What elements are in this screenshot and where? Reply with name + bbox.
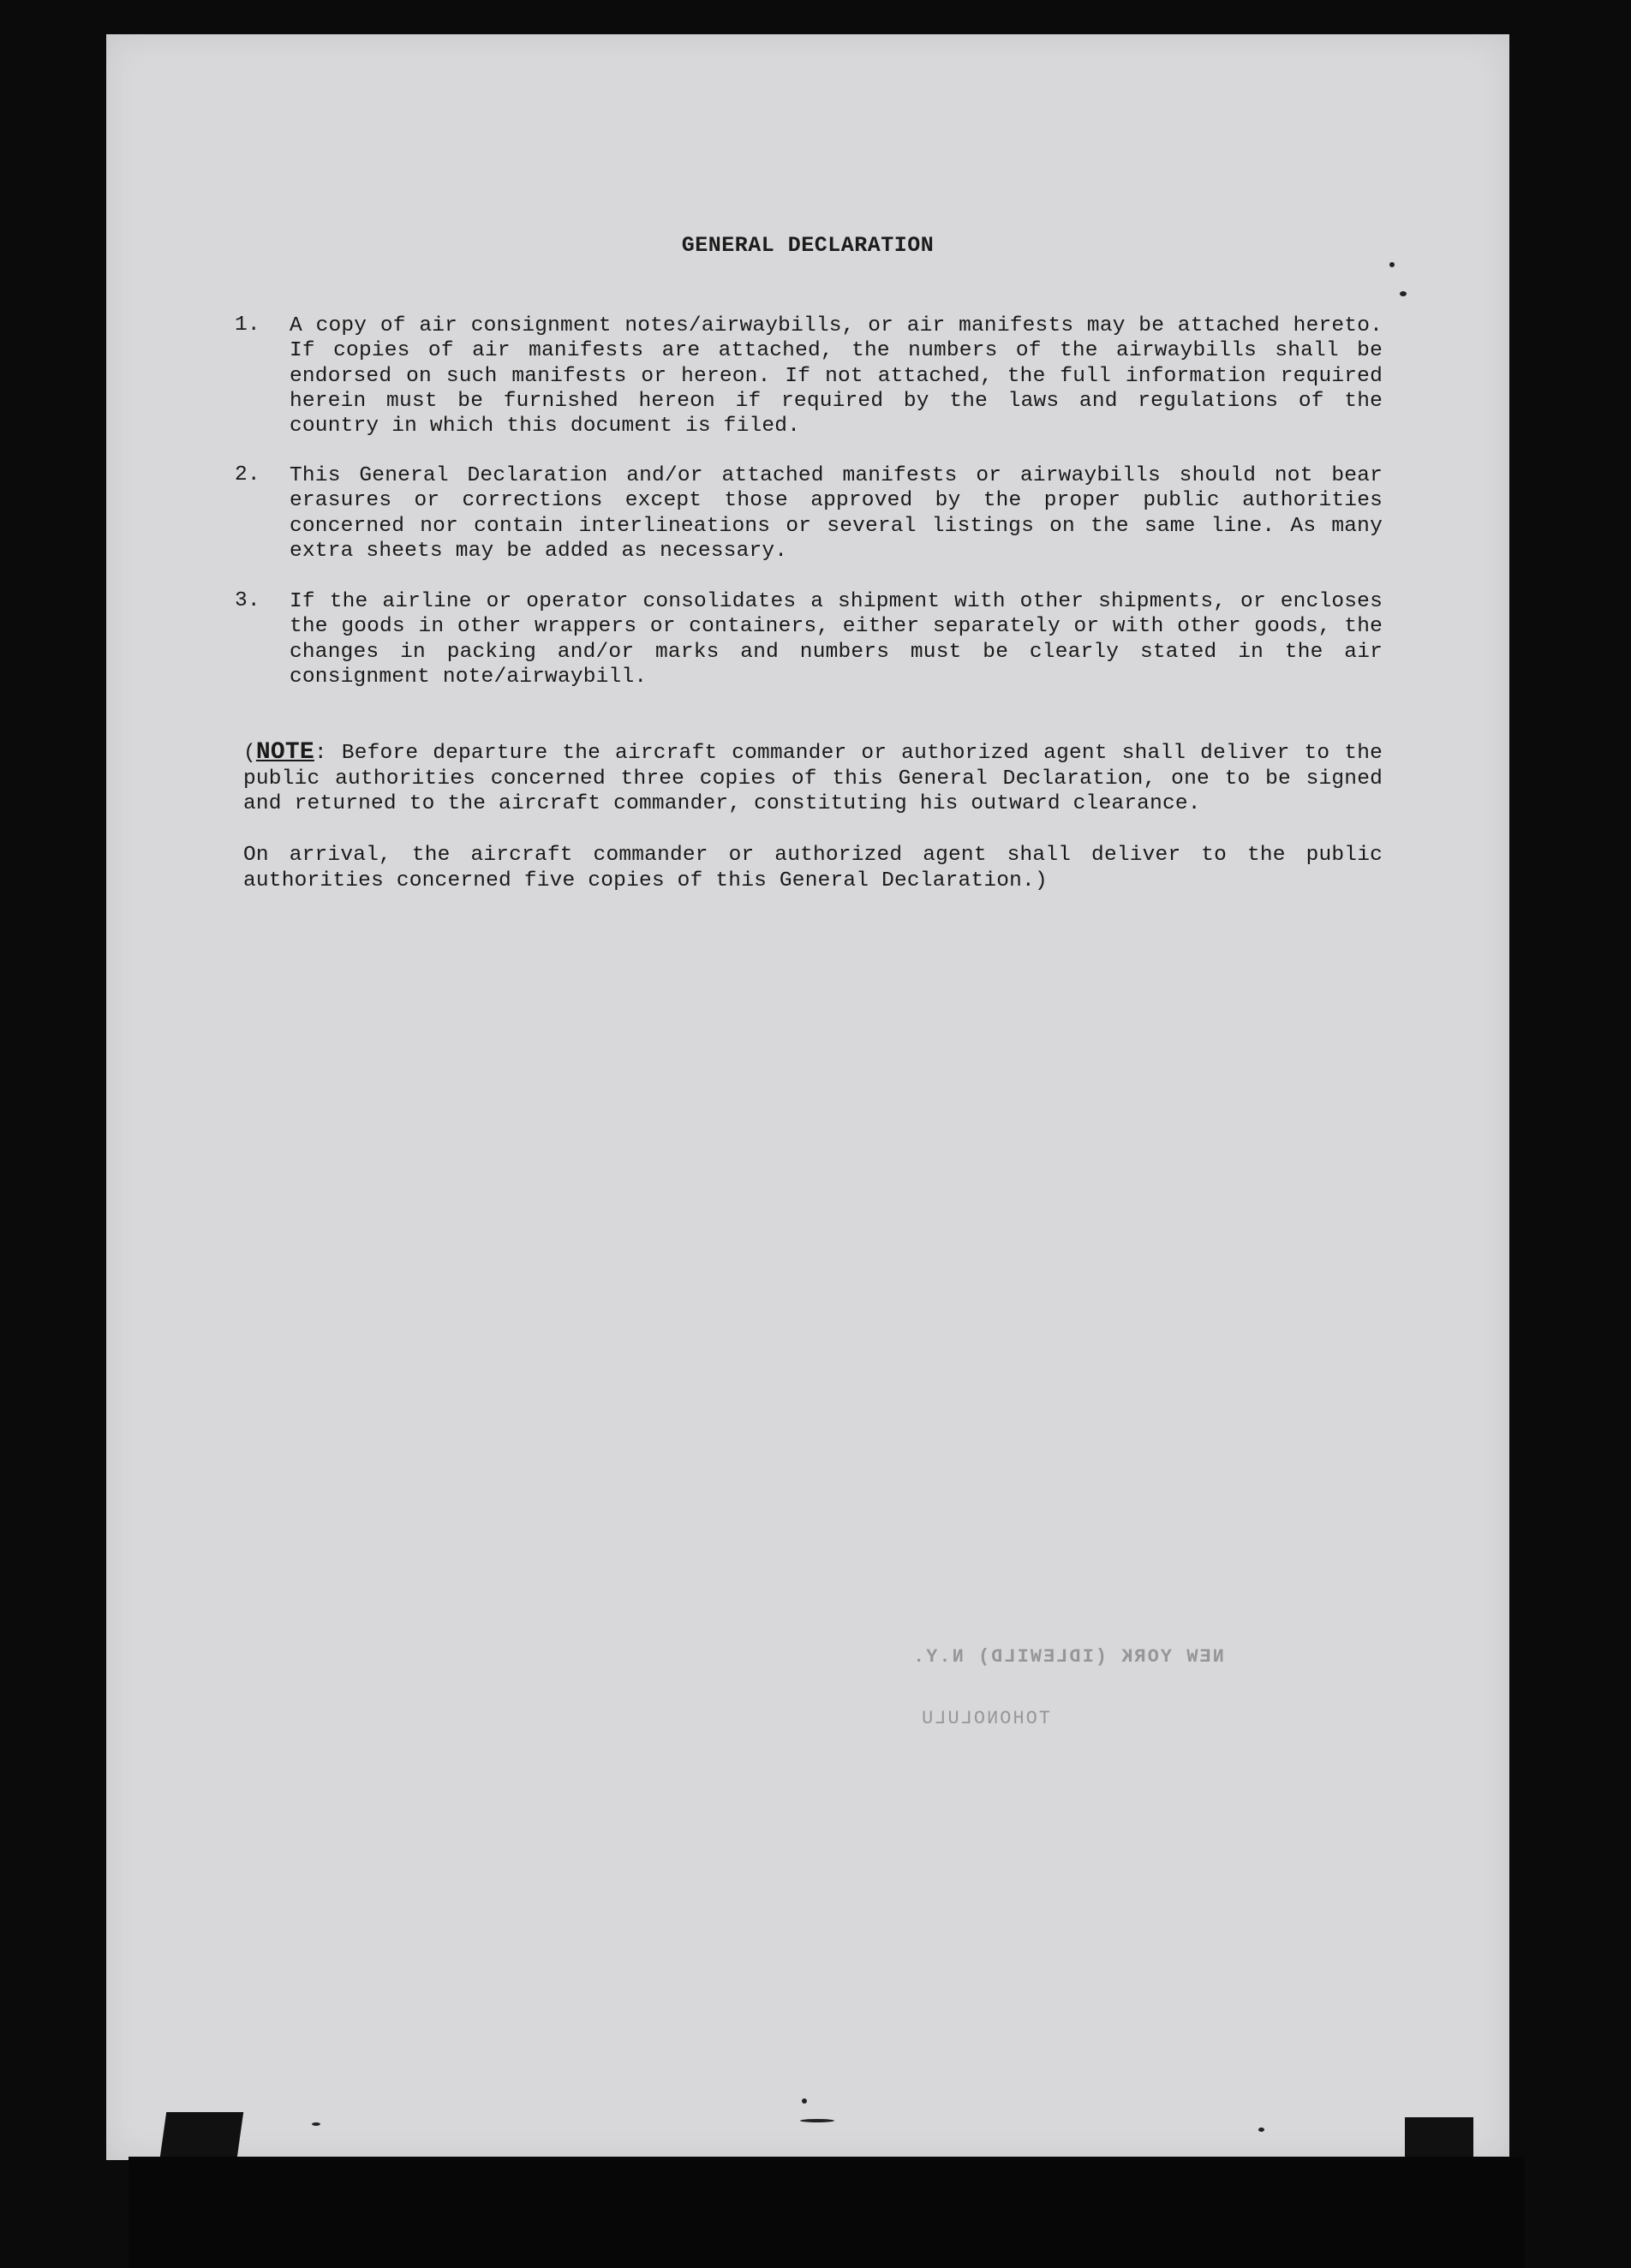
speck: [800, 2119, 834, 2122]
speck: [312, 2122, 320, 2126]
item-text: A copy of air consignment notes/airwaybills, or air manifests may be attached hereto. If copies of air manifests are attached, the numbers of the airwaybills shall be endorsed on such manifests or hereon. If not attached, the full information required herein must be furnished hereon if required by the laws and regulations of the country in which this document is filed.: [290, 314, 1383, 439]
arrival-paragraph: On arrival, the aircraft commander or authorized agent shall deliver to the public authorities concerned five copies of this General Declaration.): [243, 844, 1383, 892]
speck: [1400, 291, 1407, 296]
document-title: GENERAL DECLARATION: [681, 233, 935, 258]
note-paragraph: [243, 740, 1383, 817]
speck: [802, 2098, 807, 2104]
bleed-through-text: TOHONOLULU: [920, 1708, 1051, 1729]
scan-border: [128, 2157, 1525, 2268]
binding-mark: [159, 2112, 243, 2164]
bleed-through-text: NEW YORK (IDLEWILD) N.Y.: [911, 1646, 1224, 1668]
item-text: This General Declaration and/or attached manifests or airwaybills should not bear erasures or corrections except those approved by the proper public authorities concerned nor contain interlineations or several listings on the same line. As many extra sheets may be added as necessary.: [290, 464, 1383, 563]
item-number: 3.: [235, 589, 260, 612]
document-page: [106, 34, 1509, 2160]
note-text: Before departure the aircraft commander or authorized agent shall deliver to the public authorities concerned three copies of this General Declaration, one to be signed and returned to the aircraft commander, constituting his outward clearance.: [243, 742, 1383, 815]
note-label: NOTE: [255, 739, 314, 766]
item-number: 1.: [235, 313, 260, 337]
speck: [1258, 2128, 1264, 2132]
note-open-paren: (: [243, 742, 256, 765]
note-colon: :: [314, 742, 327, 765]
item-number: 2.: [235, 463, 260, 486]
item-text: If the airline or operator consolidates a shipment with other shipments, or encloses the goods in other wrappers or containers, either separately or with other goods, the changes in packing and/or marks and numbers must be clearly stated in the air consignment note/airwaybill.: [290, 590, 1383, 689]
speck: [1389, 262, 1395, 267]
